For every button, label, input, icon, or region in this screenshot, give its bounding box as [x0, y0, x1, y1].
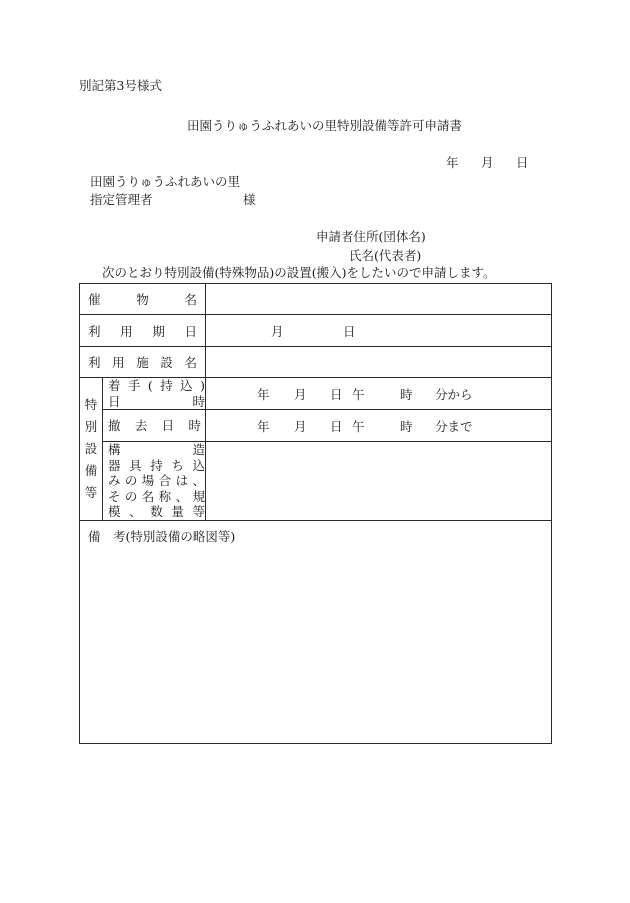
date-day-label: 日 [516, 155, 529, 170]
field-removal-datetime[interactable]: 年 月 日 午 時 分まで [206, 410, 552, 442]
label-removal: 撤 去 日 時 [103, 410, 206, 442]
document-title: 田園うりゅうふれあいの里特別設備等許可申請書 [187, 118, 463, 133]
use-period-month: 月 [271, 323, 284, 339]
label-event-name: 催 物 名 [80, 284, 206, 315]
intro-statement: 次のとおり特別設備(特殊物品)の設置(搬入)をしたいので申請します。 [102, 265, 496, 280]
row-event-name [80, 284, 552, 315]
row-facility-name [80, 347, 552, 378]
field-facility-name[interactable] [206, 347, 552, 378]
label-special-equipment: 特 別 設 備 等 [80, 378, 103, 521]
field-carry-in-datetime[interactable]: 年 月 日 午 時 分から [206, 378, 552, 410]
date-year-label: 年 [446, 155, 459, 170]
addressee-honorific: 様 [243, 192, 256, 207]
field-event-name[interactable] [206, 284, 552, 315]
row-removal [80, 410, 552, 442]
field-structure[interactable] [206, 442, 552, 521]
applicant-name-label: 氏名(代表者) [349, 248, 422, 263]
label-use-period: 利 用 期 日 [80, 315, 206, 347]
row-remarks [80, 520, 552, 743]
addressee-facility: 田園うりゅうふれあいの里 [90, 174, 241, 189]
label-facility-name: 利 用 施 設 名 [80, 347, 206, 378]
label-carry-in: 着 手 ( 持 込 ) 日 時 [103, 378, 206, 410]
row-carry-in [80, 378, 552, 410]
date-month-label: 月 [481, 155, 494, 170]
applicant-address-label: 申請者住所(団体名) [316, 229, 426, 244]
field-remarks[interactable] [80, 520, 552, 743]
row-structure [80, 442, 552, 521]
label-remarks: 備 考(特別設備の略図等) [88, 528, 236, 544]
label-structure: 構 造 器 具 持 ち 込 み の 場 合 は 、 そ の 名 称 、 規 模 、 数 量 等 [103, 442, 206, 521]
carry-in-minutes: 分から [435, 386, 473, 402]
application-form-table [79, 283, 552, 744]
form-number: 別記第3号様式 [79, 78, 162, 93]
field-use-period[interactable] [206, 315, 552, 347]
addressee-role: 指定管理者 [90, 192, 153, 207]
use-period-day: 日 [343, 323, 356, 339]
removal-minutes: 分まで [435, 418, 473, 434]
row-use-period [80, 315, 552, 347]
